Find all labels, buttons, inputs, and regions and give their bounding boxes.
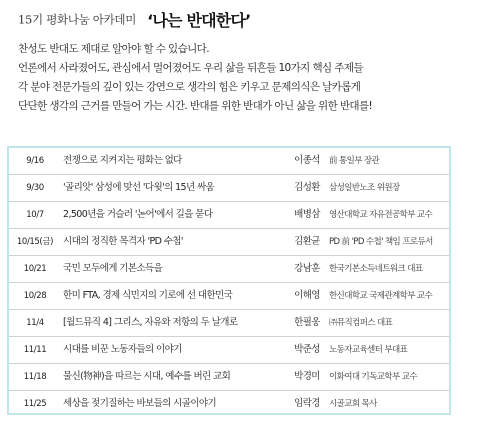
speaker-role: ㈜뮤직컴퍼스 대표 [329,318,393,328]
title-line [18,8,478,32]
lecture-topic: 한미 FTA, 경제 식민지의 기로에 선 대한민국 [63,290,233,301]
table-row [9,229,449,256]
lecture-topic: 시대를 비꾼 노동자들의 이야기 [63,344,182,355]
lecture-date: 11/4 [26,318,44,328]
speaker-name: 이해영 [294,290,320,301]
lecture-topic: 국민 모두에게 기본소득을 [63,263,163,274]
speaker-name: 박준성 [294,344,320,355]
speaker-name: 박경미 [294,371,320,382]
speaker-role: 한국기본소득네트워크 대표 [329,264,423,274]
lecture-topic: 세상을 젖기질하는 바보들의 시골이야기 [63,398,217,409]
intro-line: 단단한 생각의 근거를 만들어 가는 시간. 반대를 위한 반대가 아닌 삶을 위한 반대를! [18,100,373,112]
lecture-topic: 시대의 정직한 목격자 'PD 수첩' [63,236,183,247]
table-row [9,283,449,310]
table-row [9,310,449,337]
table-row [9,175,449,202]
lecture-title: ‘나는 반대한다’ [147,11,251,30]
speaker-name: 강남훈 [294,263,320,274]
table-row [9,391,449,418]
table-row [9,148,449,175]
lecture-topic: [월드뮤직 4] 그리스, 자유와 저항의 두 날개로 [63,317,238,328]
lecture-date: 11/25 [23,399,47,409]
intro-line: 언론에서 사라졌어도, 관심에서 멀어졌어도 우리 삶을 뒤흔들 10가지 핵심 주제들 [18,62,363,74]
speaker-name: 임락경 [294,398,320,409]
academy-name: 15기 평화나눔 아카데미 [18,12,137,27]
lecture-date: 9/30 [26,183,44,193]
speaker-role: PD 前 'PD 수첩' 책임 프로듀서 [329,237,433,247]
speaker-name: 한필웅 [294,317,320,328]
speaker-name: 김환균 [294,236,320,247]
table-row [9,256,449,283]
lecture-date: 10/21 [23,264,47,274]
header [18,8,478,116]
lecture-date: 11/11 [23,345,47,355]
speaker-role: 이화여대 기독교학부 교수 [329,372,417,382]
table-row [9,364,449,391]
intro-line: 찬성도 반대도 제대로 알아야 할 수 있습니다. [18,43,209,55]
lecture-topic: 물신(物神)을 따르는 시대, 예수를 버린 교회 [63,371,231,382]
intro-text [18,40,478,116]
speaker-role: 영산대학교 자유전공학부 교수 [329,210,433,220]
speaker-role: 시골교회 목사 [329,399,377,409]
speaker-role: 前 통일부 장관 [329,156,380,166]
table-row [9,337,449,364]
lecture-date: 10/7 [26,210,44,220]
speaker-role: 한신대학교 국제관계학부 교수 [329,291,433,301]
speaker-role: 노동자교육센터 부대표 [329,345,408,355]
lecture-topic: 2,500년을 거슬러 '논어'에서 길을 묻다 [63,209,213,220]
lecture-topic: 전쟁으로 지켜지는 평화는 없다 [63,155,182,166]
speaker-name: 배병삼 [294,209,320,220]
lecture-date: 9/16 [26,156,44,166]
lecture-date: 11/18 [23,372,47,382]
lecture-topic: '골리앗' 삼성에 맞선 '다윗'의 15년 싸움 [63,182,215,193]
intro-line: 각 분야 전문가들의 깊이 있는 강연으로 생각의 힘은 키우고 문제의식은 날카롭게 [18,81,361,93]
table-row [9,202,449,229]
speaker-role: 삼성일반노조 위원장 [329,183,400,193]
lecture-schedule-table [7,146,451,415]
speaker-name: 김성환 [294,182,320,193]
speaker-name: 이종석 [294,155,320,166]
lecture-date: 10/15(금) [16,237,54,247]
lecture-date: 10/28 [23,291,47,301]
